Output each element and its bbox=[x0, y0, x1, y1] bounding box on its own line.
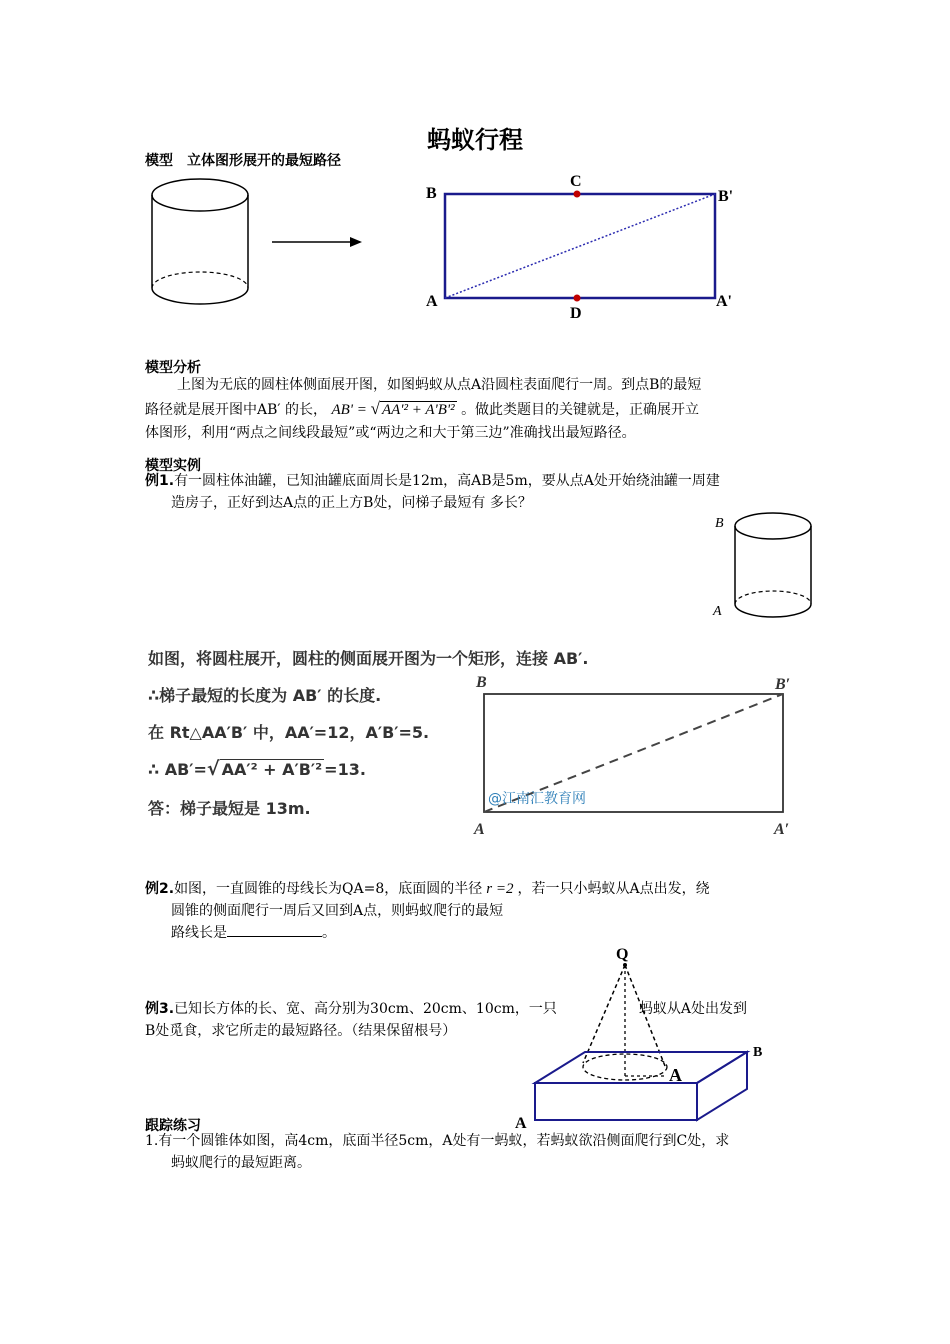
label-A: A bbox=[426, 293, 438, 310]
formula-radicand: AA'² + A'B'² bbox=[381, 402, 455, 418]
examples-heading: 模型实例 bbox=[145, 458, 201, 474]
solution-rectangle-diagram bbox=[468, 672, 803, 842]
cone-label-Q: Q bbox=[616, 946, 629, 963]
solution-line-5: 答：梯子最短是 13m. bbox=[148, 799, 311, 818]
solution-line-4-rhs: =13. bbox=[324, 760, 366, 779]
practice-heading: 跟踪练习 bbox=[145, 1118, 201, 1134]
solution-line-4 bbox=[148, 758, 366, 780]
analysis-line-3: 体图形，利用“两点之间线段最短”或“两边之和大于第三边”准确找出最短路径。 bbox=[145, 425, 636, 441]
model-heading: 模型 立体图形展开的最短路径 bbox=[145, 153, 341, 169]
ex2-formula: r =2 bbox=[486, 881, 514, 897]
answer-blank[interactable] bbox=[227, 922, 322, 937]
practice-line-1: 1.有一个圆锥体如图，高4cm，底面半径5cm，A处有一蚂蚁，若蚂蚁欲沿侧面爬行到C处，求 bbox=[145, 1133, 730, 1149]
analysis-text: 路径就是展开图中AB′ 的长， bbox=[145, 402, 328, 418]
ex1-line-2: 造房子，正好到达A点的正上方B处，问梯子最短有 多长？ bbox=[171, 495, 532, 511]
cone-label-A: A bbox=[669, 1065, 682, 1085]
cone-box-diagram bbox=[515, 945, 775, 1130]
cylinder-figure-2 bbox=[705, 505, 815, 623]
label-B: B bbox=[426, 185, 437, 202]
label-A-prime: A' bbox=[716, 293, 732, 310]
example-2 bbox=[145, 878, 810, 944]
solution-line-4-lhs: ∴ AB′= bbox=[148, 760, 207, 779]
ex2-line-3 bbox=[145, 922, 810, 944]
ex3-label: 例3. bbox=[145, 1001, 175, 1017]
analysis-line-1: 上图为无底的圆柱体侧面展开图，如图蚂蚁从点A沿圆柱表面爬行一周。到点B的最短 bbox=[177, 377, 702, 393]
sol-label-A-prime: A′ bbox=[774, 821, 790, 838]
sqrt-symbol: √ bbox=[370, 399, 380, 418]
practice-line-2: 蚂蚁爬行的最短距离。 bbox=[171, 1155, 311, 1171]
analysis-line-2 bbox=[145, 396, 810, 422]
sol-label-A: A bbox=[474, 821, 485, 838]
solution-line-3: 在 Rt△AA′B′ 中，AA′=12，A′B′=5. bbox=[148, 723, 430, 742]
analysis-heading: 模型分析 bbox=[145, 360, 201, 376]
sol-label-B-prime: B′ bbox=[775, 676, 791, 693]
cyl2-label-B: B bbox=[715, 516, 724, 531]
ex2-line-3a: 路线长是 bbox=[171, 925, 227, 941]
ex2-line-2: 圆锥的侧面爬行一周后又回到A点，则蚂蚁爬行的最短 bbox=[171, 903, 504, 919]
label-B-prime: B' bbox=[718, 188, 734, 205]
ex1-label: 例1. bbox=[145, 473, 175, 489]
ex3-line-1a: 已知长方体的长、宽、高分别为30cm、20cm、10cm，一只 bbox=[174, 1001, 557, 1017]
label-D: D bbox=[570, 305, 582, 322]
cylinder-figure bbox=[140, 175, 380, 320]
ex3-line-2: B处觅食，求它所走的最短路径。（结果保留根号） bbox=[145, 1023, 457, 1039]
solution-line-2: ∴梯子最短的长度为 AB′ 的长度. bbox=[148, 686, 382, 705]
ex1-line-1: 有一圆柱体油罐，已知油罐底面周长是12m，高AB是5m，要从点A处开始绕油罐一周建 bbox=[174, 473, 720, 489]
unfolded-rectangle-diagram bbox=[420, 168, 750, 323]
practice-1 bbox=[145, 1130, 810, 1174]
sqrt-symbol-2: √ bbox=[206, 758, 220, 780]
ex2-line-1b: ，若一只小蚂蚁从A点出发，绕 bbox=[517, 881, 710, 897]
formula-lhs: AB' = bbox=[331, 402, 371, 418]
sol-label-B: B bbox=[476, 674, 487, 691]
box-label-B: B bbox=[753, 1045, 763, 1060]
box-label-A: A bbox=[515, 1115, 527, 1130]
ex3-line-1b: 蚂蚁从A处出发到 bbox=[638, 1001, 747, 1017]
analysis-paragraph bbox=[145, 374, 810, 444]
cyl2-label-A: A bbox=[713, 604, 722, 619]
page-title: 蚂蚁行程 bbox=[427, 126, 523, 154]
ex2-line-3b: 。 bbox=[322, 925, 336, 941]
ex2-label: 例2. bbox=[145, 881, 175, 897]
watermark: @江南汇教育网 bbox=[488, 791, 586, 807]
analysis-text-2: 。做此类题目的关键就是，正确展开立 bbox=[461, 402, 700, 418]
label-C: C bbox=[570, 173, 582, 190]
solution-line-1: 如图，将圆柱展开，圆柱的侧面展开图为一个矩形，连接 AB′. bbox=[148, 649, 589, 668]
solution-radicand: AA′² + A′B′² bbox=[221, 760, 323, 779]
ex2-line-1a: 如图，一直圆锥的母线长为QA=8，底面圆的半径 bbox=[174, 881, 483, 897]
